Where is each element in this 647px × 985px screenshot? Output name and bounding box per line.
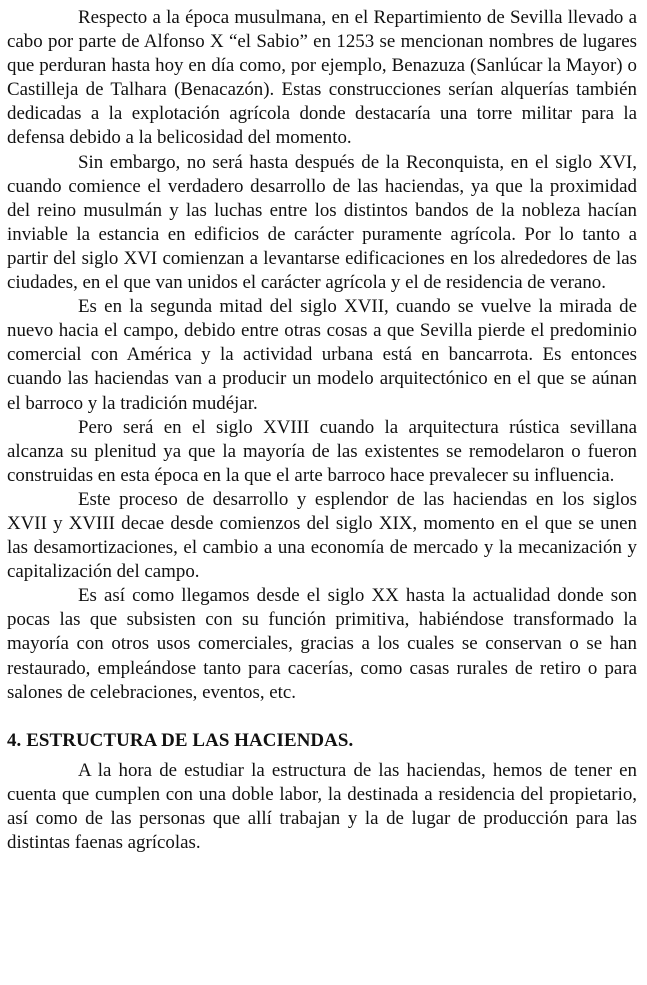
paragraph-eighteenth-century: Pero será en el siglo XVIII cuando la arquitectura rústica sevillana alcanza su plenitud ya que la mayoría de las existentes se remodelaron o fueron construidas en esta época en la que el arte barroco hace prevalecer su influencia. (7, 416, 637, 486)
paragraph-muslim-era: Respecto a la época musulmana, en el Repartimiento de Sevilla llevado a cabo por parte de Alfonso X “el Sabio” en 1253 se mencionan nombres de lugares que perduran hasta hoy en día como, por ejemplo, Benazuza (Sanlúcar la Mayor) o Castilleja de Talhara (Benacazón). Estas construcciones serían alquerías también dedicadas a la explotación agrícola donde destacaría una torre militar para la defensa debido a la belicosidad del momento. (7, 7, 637, 149)
paragraph-decline: Este proceso de desarrollo y esplendor de las haciendas en los siglos XVII y XVIII decae desde comienzos del siglo XIX, momento en el que se unen las desamortizaciones, el cambio a una economía de mercado y la mecanización y capitalización del campo. (7, 488, 637, 583)
section-heading: 4. ESTRUCTURA DE LAS HACIENDAS. (7, 729, 354, 751)
paragraph-structure: A la hora de estudiar la estructura de las haciendas, hemos de tener en cuenta que cumplen con una doble labor, la destinada a residencia del propietario, así como de las personas que allí trabajan y la de lugar de producción para las distintas faenas agrícolas. (7, 759, 637, 854)
document-page (7, 6, 637, 855)
paragraph-seventeenth-century: Es en la segunda mitad del siglo XVII, cuando se vuelve la mirada de nuevo hacia el campo, debido entre otras cosas a que Sevilla pierde el predominio comercial con América y la actividad urbana está en bancarrota. Es entonces cuando las haciendas van a producir un modelo arquitectónico en el que se aúnan el barroco y la tradición mudéjar. (7, 296, 637, 414)
paragraph-present-day: Es así como llegamos desde el siglo XX hasta la actualidad donde son pocas las que subsisten con su función primitiva, habiéndose transformado la mayoría con otros usos comerciales, gracias a los cuales se conservan o se han restaurado, empleándose tanto para cacerías, como casas rurales de retiro o para salones de celebraciones, eventos, etc. (7, 585, 637, 703)
paragraph-reconquista: Sin embargo, no será hasta después de la Reconquista, en el siglo XVI, cuando comience el verdadero desarrollo de las haciendas, ya que la proximidad del reino musulmán y las luchas entre los distintos bandos de la nobleza hacían inviable la estancia en edificios de carácter puramente agrícola. Por lo tanto a partir del siglo XVI comienzan a levantarse edificaciones en los alrededores de las ciudades, en el que van unidos el carácter agrícola y el de residencia de verano. (7, 151, 637, 294)
